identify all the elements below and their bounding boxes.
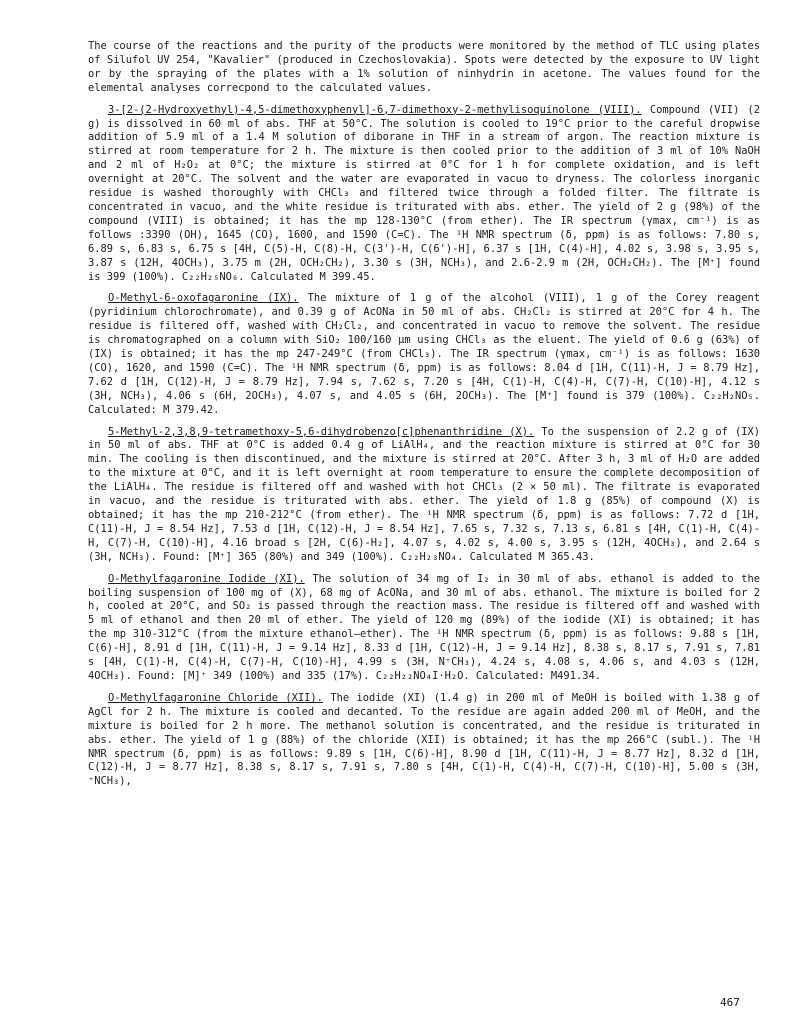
section-xii-title: O-Methylfagaronine Chloride (XII). (108, 691, 323, 704)
section-x (88, 426, 760, 565)
section-viii-title: 3-[2-(2-Hydroxyethyl)-4,5-dimethoxyphenyl]-6,7-dimethoxy-2-methylisoquinolone (VIII). (108, 103, 642, 116)
section-ix-text: The mixture of 1 g of the alcohol (VIII), 1 g of the Corey reagent (pyridinium chlorochromate), and 0.39 g of AcONa in 50 ml of abs. CH₂Cl₂ is stirred at 20°C for 4 h. The residue is filtered off, washed with CH₂Cl₂, and concentrated in vacuo to remove the solvent. The residue is chromatographed on a column with SiO₂ 100/160 μm using CHCl₃ as the eluent. The yield of 0.6 g (63%) of (IX) is obtained; it has the mp 247-249°C (from CHCl₃). The IR spectrum (γmax, cm⁻¹) is as follows: 1630 (CO), 1620, and 1590 (C=C). The ¹H NMR spectrum (δ, ppm) is as follows: 8.04 d [1H, C(11)-H, J = 8.79 Hz], 7.62 d [1H, C(12)-H, J = 8.79 Hz], 7.94 s, 7.62 s, 7.20 s [4H, C(1)-H, C(4)-H, C(7)-H, C(10)-H], 4.12 s (3H, NCH₃), 4.06 s (6H, 2OCH₃), 4.07 s, and 4.05 s (6H, 2OCH₃). The [M⁺] found is 379 (100%). C₂₂H₂NO₅. Calculated: M 379.42. (88, 292, 760, 416)
page-number: 467 (720, 996, 740, 1009)
section-x-title: 5-Methyl-2,3,8,9-tetramethoxy-5,6-dihydrobenzo[c]phenanthridine (X). (108, 425, 535, 438)
section-xii (88, 692, 760, 789)
section-xi-text: The solution of 34 mg of I₂ in 30 ml of abs. ethanol is added to the boiling suspension of 100 mg of (X), 68 mg of AcONa, and 30 ml of abs. ethanol. The mixture is boiled for 2 h, cooled at 20°C, and SO₂ is passed through the reaction mass. The residue is filtered off and washed with 5 ml of ethanol and then 20 ml of ether. The yield of 120 mg (89%) of the iodide (XI) is obtained; it has the mp 310-312°C (from the mixture ethanol–ether). The ¹H NMR spectrum (δ, ppm) is as follows: 9.88 s [1H, C(6)-H], 8.91 d [1H, C(11)-H, J = 9.14 Hz], 8.33 d [1H, C(12)-H, J = 9.14 Hz], 8.38 s, 8.17 s, 7.91 s, 7.81 s [4H, C(1)-H, C(4)-H, C(7)-H, C(10)-H], 4.99 s (3H, N⁺CH₃), 4.24 s, 4.08 s, 4.06 s, and 4.03 s (12H, 4OCH₃). Found: [M]⁺ 349 (100%) and 335 (17%). C₂₂H₂₂NO₄I·H₂O. Calculated: M491.34. (88, 572, 760, 682)
intro-paragraph: The course of the reactions and the purity of the products were monitored by the method of TLC using plates of Silufol UV 254, "Kavalier" (produced in Czechoslovakia). Spots were detected by the exposure to UV light or by the spraying of the plates with a 1% solution of ninhydrin in acetone. The values found for the elemental analyses correcpond to the calculated values. (88, 40, 760, 94)
section-ix-title: O-Methyl-6-oxofagaronine (IX). (108, 292, 299, 305)
page-body (88, 40, 760, 797)
section-xii-text: The iodide (XI) (1.4 g) in 200 ml of MeOH is boiled with 1.38 g of AgCl for 2 h. The mixture is cooled and decanted. To the residue are again added 200 ml of MeOH, and the mixture is boiled for 2 h more. The methanol solution is concentrated, and the residue is triturated in abs. ether. The yield of 1 g (88%) of the chloride (XII) is obtained; it has the mp 266°C (subl.). The ¹H NMR spectrum (δ, ppm) is as follows: 9.89 s [1H, C(6)-H], 8.90 d [1H, C(11)-H, J = 8.77 Hz], 8.32 d [1H, C(12)-H, J = 8.77 Hz], 8.38 s, 8.17 s, 7.91 s, 7.80 s [4H, C(1)-H, C(4)-H, C(7)-H, C(10)-H], 5.00 s (3H, ⁺NCH₃), (88, 691, 760, 788)
section-viii (88, 104, 760, 285)
section-ix (88, 292, 760, 417)
section-x-text: To the suspension of 2.2 g of (IX) in 50 ml of abs. THF at 0°C is added 0.4 g of LiAlH₄, and the reaction mixture is stirred at 0°C for 30 min. The cooling is then discontinued, and the mixture is stirred at 20°C. After 3 h, 3 ml of H₂O are added to the mixture at 0°C, and it is left overnight at room temperature to ensure the complete decomposition of the LiAlH₄. The residue is filtered off and washed with hot CHCl₃ (2 × 50 ml). The filtrate is evaporated in vacuo, and the residue is triturated with abs. ether. The yield of 1.8 g (85%) of compound (X) is obtained; it has the mp 210-212°C (from ether). The ¹H NMR spectrum (δ, ppm) is as follows: 7.72 d [1H, C(11)-H, J = 8.54 Hz], 7.53 d [1H, C(12)-H, J = 8.54 Hz], 7.65 s, 7.32 s, 7.13 s, 6.81 s [4H, C(1)-H, C(4)-H, C(7)-H, C(10)-H], 4.16 broad s [2H, C(6)-H₂], 4.07 s, 4.02 s, 4.00 s, 3.95 s (12H, 4OCH₃), and 2.64 s (3H, NCH₃). Found: [M⁺] 365 (80%) and 349 (100%). C₂₂H₂₃NO₄. Calculated M 365.43. (88, 425, 761, 563)
section-xi-title: O-Methylfagaronine Iodide (XI). (108, 572, 305, 585)
section-viii-text: Compound (VII) (2 g) is dissolved in 60 ml of abs. THF at 50°C. The solution is cooled to 19°C prior to the careful dropwise addition of 5.9 ml of a 1.4 M solution of diborane in THF in a stream of argon. The reaction mixture is stirred at room temperature for 2 h. The mixture is then cooled prior to the addition of 3 ml of 10% NaOH and 2 ml of H₂O₂ at 0°C; the mixture is stirred at 0°C for 1 h for complete oxidation, and is left overnight at 20°C. The solvent and the water are evaporated in vacuo to dryness. The colorless inorganic residue is washed thoroughly with CHCl₃ and filtered twice through a folded filter. The filtrate is concentrated in vacuo, and the white residue is triturated with abs. ether. The yield of 2 g (98%) of the compound (VIII) is obtained; it has the mp 128-130°C (from ether). The IR spectrum (γmax, cm⁻¹) is as follows :3390 (OH), 1645 (CO), 1600, and 1590 (C=C). The ¹H NMR spectrum (δ, ppm) is as follows: 7.80 s, 6.89 s, 6.83 s, 6.75 s [4H, C(5)-H, C(8)-H, C(3')-H, C(6')-H], 6.37 s [1H, C(4)-H], 4.02 s, 3.98 s, 3.95 s, 3.87 s (12H, 4OCH₃), 3.75 m (2H, OCH₂CH₂), 3.30 s (3H, NCH₃), and 2.6-2.9 m (2H, OCH₂CH₂). The [M⁺] found is 399 (100%). C₂₂H₂₅NO₆. Calculated M 399.45. (88, 103, 761, 283)
section-xi (88, 573, 760, 684)
